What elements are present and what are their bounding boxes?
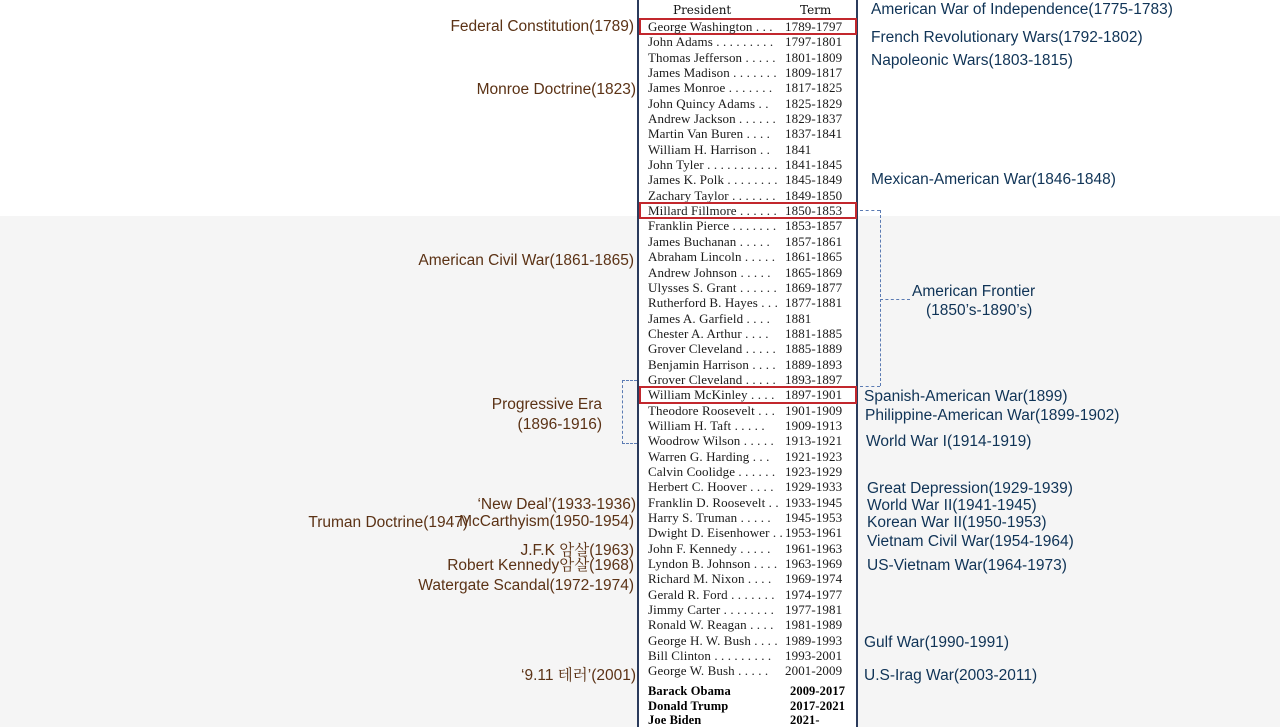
label-american-frontier: American Frontier: [912, 283, 1036, 300]
president-term: 1977-1981: [785, 602, 843, 618]
president-name: Zachary Taylor . . . . . . .: [648, 187, 776, 203]
table-row-recent: [640, 713, 856, 728]
president-term: 1981-1989: [785, 617, 843, 633]
president-term: 1945-1953: [785, 510, 843, 525]
president-term: 1857-1861: [785, 233, 843, 249]
table-row: [640, 633, 856, 648]
president-term: 1923-1929: [785, 463, 843, 479]
table-row: [640, 50, 856, 65]
table-row: [640, 617, 856, 632]
president-term: 1869-1877: [785, 279, 843, 295]
president-name: Franklin D. Roosevelt . .: [648, 494, 779, 510]
president-term: 1837-1841: [785, 126, 843, 142]
table-row: [640, 218, 856, 233]
table-row: [640, 249, 856, 264]
president-name: William McKinley . . . .: [648, 387, 775, 403]
president-name: Harry S. Truman . . . . .: [648, 510, 771, 525]
table-row: [640, 65, 856, 80]
president-term: 1897-1901: [785, 387, 843, 403]
president-term: 1969-1974: [785, 571, 843, 587]
label-federal-constitution: Federal Constitution(1789): [450, 18, 634, 35]
table-row: [640, 541, 856, 556]
table-row: [640, 495, 856, 510]
president-name: Grover Cleveland . . . . .: [648, 371, 776, 387]
president-name: John Tyler . . . . . . . . . . .: [648, 157, 778, 173]
table-row: [640, 234, 856, 249]
president-term: 1989-1993: [785, 632, 843, 648]
label-korean-war: Korean War II(1950-1953): [867, 514, 1047, 531]
table-row: [640, 648, 856, 663]
president-term: 1797-1801: [785, 34, 843, 50]
label-nine-eleven: ‘9.11 테러’(2001): [521, 667, 636, 684]
president-name: Calvin Coolidge . . . . . .: [648, 463, 776, 479]
president-term: 1881-1885: [785, 325, 843, 341]
label-progressive-era-years: (1896-1916): [517, 416, 602, 433]
president-term: 2001-2009: [785, 663, 843, 679]
president-term: 1913-1921: [785, 433, 843, 449]
table-row: [640, 556, 856, 571]
table-row: [640, 280, 856, 295]
president-term: 1845-1849: [785, 172, 843, 188]
table-row: [640, 449, 856, 464]
label-truman-doctrine: Truman Doctrine(1947): [308, 514, 468, 531]
table-row: [640, 126, 856, 141]
president-term: 1825-1829: [785, 95, 843, 111]
table-row: [640, 510, 856, 525]
president-term: 1901-1909: [785, 402, 843, 418]
table-row: [640, 525, 856, 540]
frontier-bracket-connector: [880, 299, 910, 300]
president-term: 1861-1865: [785, 249, 843, 265]
label-spanish-american-war: Spanish-American War(1899): [864, 388, 1068, 405]
president-name: Thomas Jefferson . . . . .: [648, 49, 776, 65]
president-name: Gerald R. Ford . . . . . . .: [648, 586, 775, 602]
table-row: [640, 34, 856, 49]
table-row: [640, 157, 856, 172]
label-jfk: J.F.K 암살(1963): [520, 542, 634, 559]
president-term: 1921-1923: [785, 448, 843, 464]
president-term: 1829-1837: [785, 111, 843, 127]
table-row: [640, 265, 856, 280]
table-row: [640, 295, 856, 310]
label-american-frontier-years: (1850’s-1890’s): [926, 302, 1033, 319]
president-name: George W. Bush . . . . .: [648, 663, 769, 679]
president-rows: [640, 19, 856, 679]
president-term: 1953-1961: [785, 525, 843, 541]
president-term: 1789-1797: [785, 19, 843, 34]
label-french-rev-wars: French Revolutionary Wars(1792-1802): [871, 29, 1143, 46]
president-name: Herbert C. Hoover . . . .: [648, 479, 774, 495]
president-term: 1877-1881: [785, 295, 843, 311]
header-president: President: [673, 3, 732, 17]
president-name: Lyndon B. Johnson . . . .: [648, 556, 778, 572]
table-row: [640, 663, 856, 678]
president-term: 1881: [785, 310, 812, 326]
president-name: Andrew Jackson . . . . . .: [648, 111, 776, 127]
president-name: Grover Cleveland . . . . .: [648, 341, 776, 357]
label-napoleonic-wars: Napoleonic Wars(1803-1815): [871, 52, 1073, 69]
table-row: [640, 311, 856, 326]
table-row: [640, 387, 856, 402]
president-term: 1801-1809: [785, 49, 843, 65]
president-name: William H. Taft . . . . .: [648, 417, 765, 433]
president-term: 1889-1893: [785, 356, 843, 372]
table-row: [640, 587, 856, 602]
president-term: 1885-1889: [785, 341, 843, 357]
president-name: Bill Clinton . . . . . . . . .: [648, 648, 772, 664]
president-name: Warren G. Harding . . .: [648, 448, 770, 464]
label-vietnam-civil-war: Vietnam Civil War(1954-1964): [867, 533, 1074, 550]
president-name: Rutherford B. Hayes . . .: [648, 295, 778, 311]
frontier-bracket-bottom: [860, 386, 880, 387]
president-name: William H. Harrison . .: [648, 141, 771, 157]
table-header: [640, 0, 856, 19]
president-term: 1929-1933: [785, 479, 843, 495]
label-mccarthyism: McCarthyism(1950-1954): [459, 513, 634, 530]
president-term: 1963-1969: [785, 556, 843, 572]
table-row: [640, 326, 856, 341]
label-gulf-war: Gulf War(1990-1991): [864, 634, 1010, 651]
recent-president-rows: [640, 684, 856, 728]
label-great-depression: Great Depression(1929-1939): [867, 480, 1073, 497]
table-row: [640, 80, 856, 95]
table-row: [640, 188, 856, 203]
president-name: James A. Garfield . . . .: [648, 310, 771, 326]
table-row: [640, 111, 856, 126]
president-name: Martin Van Buren . . . .: [648, 126, 771, 142]
president-name: John F. Kennedy . . . . .: [648, 540, 771, 556]
table-row: [640, 142, 856, 157]
label-ww1: World War I(1914-1919): [866, 433, 1032, 450]
president-name: John Adams . . . . . . . . .: [648, 34, 774, 50]
table-row: [640, 96, 856, 111]
president-term: 1893-1897: [785, 371, 843, 387]
label-philippine-american-war: Philippine-American War(1899-1902): [865, 407, 1120, 424]
table-row: [640, 357, 856, 372]
table-row: [640, 341, 856, 356]
president-name: Ulysses S. Grant . . . . . .: [648, 279, 777, 295]
frontier-bracket-top: [860, 210, 880, 211]
label-new-deal: ‘New Deal’(1933-1936): [477, 496, 636, 513]
president-name: Woodrow Wilson . . . . .: [648, 433, 774, 449]
president-name: James K. Polk . . . . . . . .: [648, 172, 778, 188]
president-term: 1933-1945: [785, 494, 843, 510]
president-term: 1809-1817: [785, 65, 843, 81]
president-name: Theodore Roosevelt . . .: [648, 402, 775, 418]
table-row: [640, 372, 856, 387]
president-term: 1841-1845: [785, 157, 843, 173]
president-name: Joe Biden: [648, 713, 702, 727]
frontier-bracket: [880, 210, 881, 386]
president-name: Chester A. Arthur . . . .: [648, 325, 769, 341]
president-name: Richard M. Nixon . . . .: [648, 571, 772, 587]
president-term: 1853-1857: [785, 218, 843, 234]
table-row: [640, 433, 856, 448]
table-row: [640, 418, 856, 433]
label-ww2: World War II(1941-1945): [867, 497, 1037, 514]
table-row: [640, 479, 856, 494]
label-war-independence: American War of Independence(1775-1783): [871, 1, 1173, 18]
table-row-recent: [640, 699, 856, 714]
table-row: [640, 464, 856, 479]
president-name: Jimmy Carter . . . . . . . .: [648, 602, 774, 618]
label-civil-war: American Civil War(1861-1865): [418, 252, 634, 269]
president-name: Benjamin Harrison . . . .: [648, 356, 776, 372]
president-name: Abraham Lincoln . . . . .: [648, 249, 776, 265]
president-term: 1817-1825: [785, 80, 843, 96]
president-term: 1865-1869: [785, 264, 843, 280]
table-row: [640, 571, 856, 586]
label-monroe-doctrine: Monroe Doctrine(1823): [476, 81, 636, 98]
president-name: George Washington . . .: [648, 19, 773, 34]
president-name: Donald Trump: [648, 698, 729, 713]
label-rfk: Robert Kennedy암살(1968): [447, 557, 634, 574]
president-name: Franklin Pierce . . . . . . .: [648, 218, 777, 234]
table-row: [640, 19, 856, 34]
president-name: Millard Fillmore . . . . . .: [648, 203, 777, 219]
president-name: James Monroe . . . . . . .: [648, 80, 773, 96]
president-term: 2017-2021: [790, 698, 846, 713]
president-name: James Madison . . . . . . .: [648, 65, 777, 81]
label-mexican-american-war: Mexican-American War(1846-1848): [871, 171, 1116, 188]
president-term: 1849-1850: [785, 187, 843, 203]
president-term: 1909-1913: [785, 417, 843, 433]
president-term: 1961-1963: [785, 540, 843, 556]
label-progressive-era: Progressive Era: [491, 396, 602, 413]
president-name: George H. W. Bush . . . .: [648, 632, 778, 648]
president-term: 2009-2017: [790, 684, 846, 698]
president-term: 1850-1853: [785, 203, 843, 219]
label-watergate: Watergate Scandal(1972-1974): [418, 577, 634, 594]
table-row: [640, 602, 856, 617]
table-row-recent: [640, 684, 856, 699]
label-us-vietnam-war: US-Vietnam War(1964-1973): [867, 557, 1067, 574]
table-row: [640, 172, 856, 187]
president-term: 2021-: [790, 713, 820, 727]
president-term: 1841: [785, 141, 812, 157]
president-name: Ronald W. Reagan . . . .: [648, 617, 774, 633]
president-term: 1974-1977: [785, 586, 843, 602]
header-term: Term: [800, 3, 832, 17]
table-row: [640, 403, 856, 418]
president-term: 1993-2001: [785, 648, 843, 664]
president-name: Andrew Johnson . . . . .: [648, 264, 771, 280]
progressive-era-bracket: [622, 380, 637, 444]
president-name: Dwight D. Eisenhower . .: [648, 525, 783, 541]
president-name: Barack Obama: [648, 684, 731, 698]
table-row: [640, 203, 856, 218]
president-name: John Quincy Adams . .: [648, 95, 769, 111]
label-us-iraq-war: U.S-Irag War(2003-2011): [864, 667, 1038, 684]
president-name: James Buchanan . . . . .: [648, 233, 770, 249]
